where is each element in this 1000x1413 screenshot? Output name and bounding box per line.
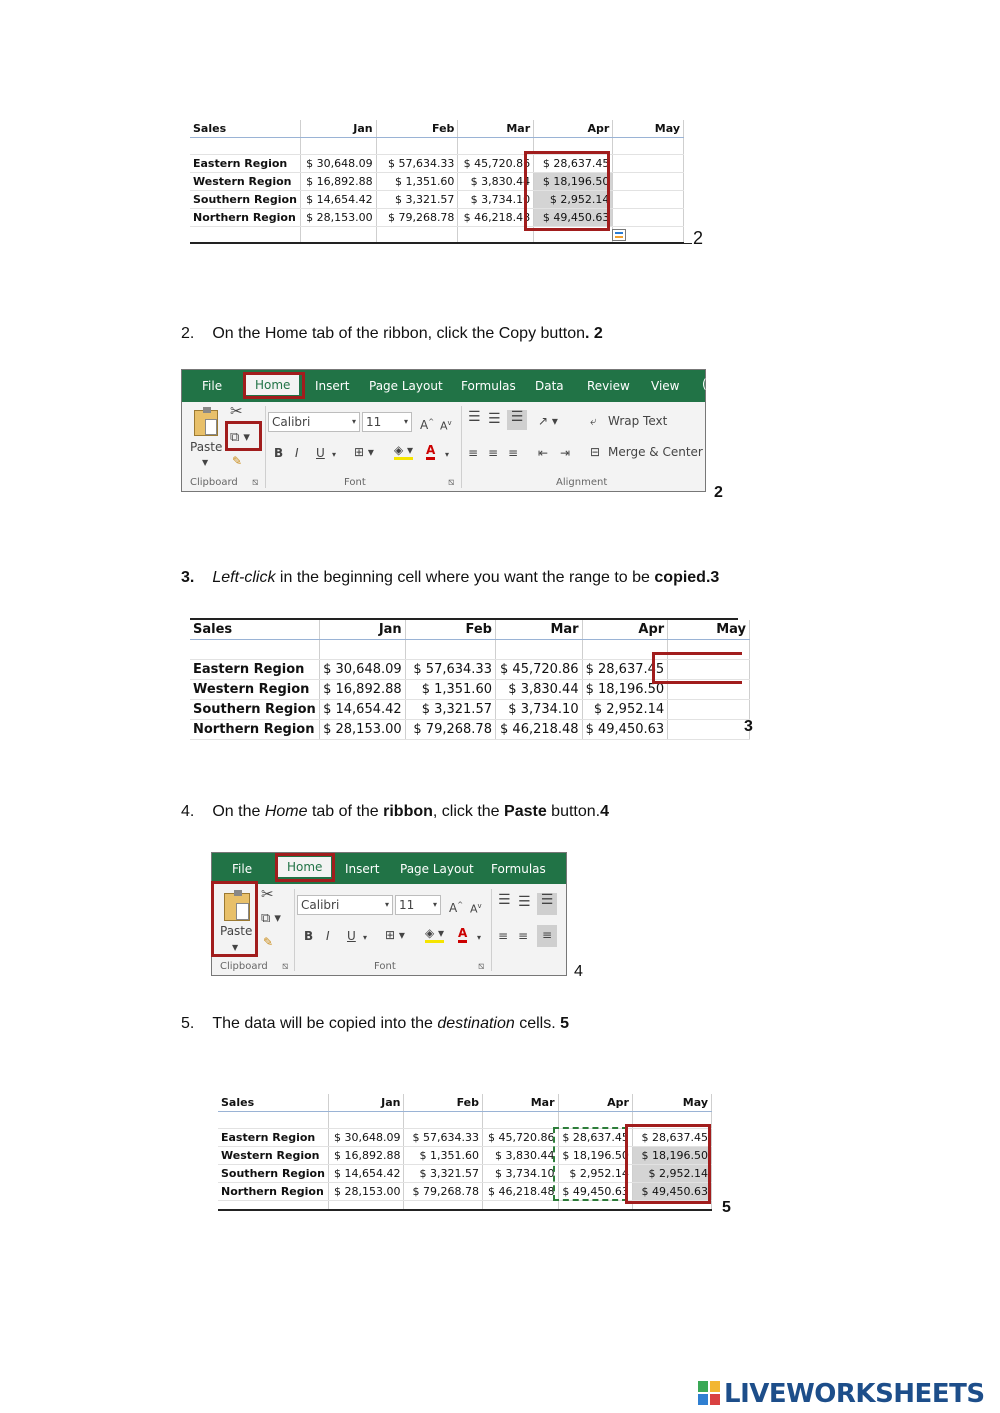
increase-font-icon[interactable]: A^ bbox=[420, 418, 435, 432]
font-dialog-launcher-icon[interactable]: ⧅ bbox=[448, 477, 455, 488]
underline-rule bbox=[684, 243, 692, 244]
tab-page-layout[interactable]: Page Layout bbox=[400, 862, 474, 876]
wrap-text-button[interactable]: Wrap Text bbox=[608, 414, 668, 428]
underline-icon[interactable]: U bbox=[347, 929, 356, 943]
figure-number: 4 bbox=[574, 963, 583, 980]
header-mar: Mar bbox=[458, 120, 534, 137]
font-name-combo[interactable]: Calibri ▾ bbox=[268, 412, 360, 432]
middle-align-icon[interactable]: ☰ bbox=[488, 411, 501, 427]
paste-button-highlight bbox=[211, 881, 258, 957]
header-sales: Sales bbox=[218, 1094, 328, 1111]
tab-file[interactable]: File bbox=[202, 379, 223, 393]
header-apr: Apr bbox=[558, 1094, 632, 1111]
table-row: Eastern Region $ 30,648.09 $ 57,634.33 $ 45,720.86 $ 28,637.45 bbox=[190, 154, 684, 172]
font-size-combo[interactable]: 11 ▾ bbox=[395, 895, 441, 915]
wrap-text-icon[interactable]: ⤶ bbox=[590, 414, 597, 428]
header-may: May bbox=[632, 1094, 711, 1111]
table-row: Western Region $ 16,892.88 $ 1,351.60 $ 3,830.44 $ 18,196.50 $ 18,196.50 bbox=[218, 1146, 712, 1164]
header-jan: Jan bbox=[319, 620, 405, 639]
logo-text: LIVEWORKSHEETS bbox=[724, 1379, 985, 1409]
logo-grid-icon bbox=[698, 1381, 720, 1405]
align-center-icon[interactable]: ≡ bbox=[518, 929, 529, 943]
header-sales: Sales bbox=[190, 120, 300, 137]
table-row: Western Region $ 16,892.88 $ 1,351.60 $ 3,830.44 $ 18,196.50 bbox=[190, 679, 750, 699]
step-4-instruction: 4. On the Home tab of the ribbon, click the Paste button.4 bbox=[181, 803, 610, 820]
decrease-indent-icon[interactable]: ⇤ bbox=[538, 446, 549, 460]
top-align-icon[interactable]: ☰ bbox=[468, 409, 481, 425]
excel-ribbon-paste bbox=[211, 852, 567, 976]
figure-number: 2 bbox=[714, 484, 723, 501]
paste-button-label[interactable]: Paste bbox=[190, 440, 223, 454]
table-row: Southern Region $ 14,654.42 $ 3,321.57 $ 3,734.10 $ 2,952.14 bbox=[190, 699, 750, 719]
tab-view[interactable]: View bbox=[651, 379, 680, 393]
header-feb: Feb bbox=[404, 1094, 483, 1111]
font-name-combo[interactable]: Calibri ▾ bbox=[297, 895, 393, 915]
tab-home[interactable]: Home bbox=[246, 375, 299, 395]
middle-align-icon[interactable]: ☰ bbox=[518, 894, 531, 910]
header-may: May bbox=[668, 620, 750, 639]
paste-clipboard-icon[interactable] bbox=[194, 410, 218, 436]
increase-indent-icon[interactable]: ⇥ bbox=[560, 446, 571, 460]
align-center-icon[interactable]: ≡ bbox=[488, 446, 499, 460]
italic-icon[interactable]: I bbox=[326, 929, 330, 943]
tab-file[interactable]: File bbox=[232, 862, 253, 876]
step-2-instruction: 2. On the Home tab of the ribbon, click the Copy button. 2 bbox=[181, 325, 603, 342]
header-may: May bbox=[613, 120, 684, 137]
header-jan: Jan bbox=[300, 120, 376, 137]
font-color-icon[interactable]: A bbox=[426, 443, 435, 460]
home-tab-highlight bbox=[275, 853, 335, 882]
underline-dropdown-icon[interactable]: ▾ bbox=[332, 450, 337, 459]
bottom-align-icon[interactable]: ☰ bbox=[537, 893, 557, 915]
bottom-align-icon[interactable]: ☰ bbox=[507, 410, 527, 430]
step-5-instruction: 5. The data will be copied into the destination cells. 5 bbox=[181, 1015, 570, 1032]
dialog-launcher-icon[interactable]: ⧅ bbox=[252, 477, 259, 488]
bold-icon[interactable]: B bbox=[274, 446, 284, 460]
figure-number: 5 bbox=[722, 1199, 731, 1216]
underline-dropdown-icon[interactable]: ▾ bbox=[363, 933, 368, 942]
tab-page-layout[interactable]: Page Layout bbox=[369, 379, 443, 393]
increase-font-icon[interactable]: A^ bbox=[449, 901, 464, 915]
table-row: Eastern Region $ 30,648.09 $ 57,634.33 $ 45,720.86 $ 28,637.45 $ 28,637.45 bbox=[218, 1128, 712, 1146]
paste-button-label[interactable]: Paste bbox=[220, 924, 253, 938]
decrease-font-icon[interactable]: $A^v$ bbox=[440, 419, 452, 433]
header-mar: Mar bbox=[495, 620, 582, 639]
tab-data[interactable]: Data bbox=[535, 379, 564, 393]
font-color-dropdown-icon[interactable]: ▾ bbox=[477, 933, 482, 942]
font-dialog-launcher-icon[interactable]: ⧅ bbox=[478, 961, 485, 972]
borders-icon[interactable]: ⊞ ▾ bbox=[354, 445, 374, 459]
copy-button-highlight bbox=[225, 421, 262, 451]
table-row: Northern Region $ 28,153.00 $ 79,268.78 $ 46,218.48 $ 49,450.63 bbox=[190, 719, 750, 739]
group-label-font: Font bbox=[374, 961, 396, 972]
header-feb: Feb bbox=[405, 620, 495, 639]
header-apr: Apr bbox=[534, 120, 613, 137]
merge-center-button[interactable]: Merge & Center bbox=[608, 445, 703, 459]
step-3-instruction: 3. Left-click in the beginning cell where you want the range to be copied.3 bbox=[181, 569, 720, 586]
table-row: Southern Region $ 14,654.42 $ 3,321.57 $ 3,734.10 $ 2,952.14 $ 2,952.14 bbox=[218, 1164, 712, 1182]
copy-marquee-apr bbox=[553, 1127, 628, 1201]
cut-icon[interactable]: ✂ bbox=[230, 402, 243, 420]
align-right-icon[interactable]: ≡ bbox=[537, 925, 557, 947]
table-row: Southern Region $ 14,654.42 $ 3,321.57 $ 3,734.10 $ 2,952.14 bbox=[190, 190, 684, 208]
destination-cell-highlight bbox=[652, 652, 742, 684]
group-label-clipboard: Clipboard bbox=[190, 477, 238, 488]
tab-insert[interactable]: Insert bbox=[345, 862, 380, 876]
paste-dropdown-icon[interactable]: ▼ bbox=[202, 458, 209, 467]
tab-formulas[interactable]: Formulas bbox=[491, 862, 546, 876]
cut-icon[interactable]: ✂ bbox=[261, 885, 274, 903]
figure-number: 2 bbox=[693, 228, 704, 248]
header-sales: Sales bbox=[190, 620, 319, 639]
pasted-range-highlight bbox=[625, 1124, 711, 1204]
table-row: Western Region $ 16,892.88 $ 1,351.60 $ 3,830.44 $ 18,196.50 bbox=[190, 172, 684, 190]
format-painter-icon[interactable]: ✎ bbox=[232, 454, 243, 468]
group-label-font: Font bbox=[344, 477, 366, 488]
tab-formulas[interactable]: Formulas bbox=[461, 379, 516, 393]
borders-icon[interactable]: ⊞ ▾ bbox=[385, 928, 405, 942]
decrease-font-icon[interactable]: $A^v$ bbox=[470, 902, 482, 916]
liveworksheets-logo bbox=[698, 1379, 994, 1409]
group-label-clipboard: Clipboard bbox=[220, 961, 268, 972]
italic-icon[interactable]: I bbox=[295, 446, 299, 460]
font-size-combo[interactable]: 11 ▾ bbox=[362, 412, 412, 432]
bold-icon[interactable]: B bbox=[304, 929, 314, 943]
font-color-dropdown-icon[interactable]: ▾ bbox=[445, 450, 450, 459]
quick-analysis-icon[interactable] bbox=[612, 229, 626, 241]
align-left-icon[interactable]: ≡ bbox=[498, 929, 509, 943]
selection-highlight-apr bbox=[524, 151, 610, 231]
header-jan: Jan bbox=[328, 1094, 404, 1111]
tab-home[interactable]: Home bbox=[278, 857, 331, 877]
dialog-launcher-icon[interactable]: ⧅ bbox=[282, 961, 289, 972]
copy-icon[interactable]: ⧉ ▾ bbox=[230, 430, 250, 445]
ribbon-tabs bbox=[212, 853, 566, 884]
header-feb: Feb bbox=[376, 120, 458, 137]
font-color-icon[interactable]: A bbox=[458, 926, 467, 943]
align-right-icon[interactable]: ≡ bbox=[508, 446, 519, 460]
fill-color-icon[interactable]: ◈ ▾ bbox=[394, 443, 413, 460]
tab-review[interactable]: Review bbox=[587, 379, 630, 393]
align-left-icon[interactable]: ≡ bbox=[468, 446, 479, 460]
copy-icon[interactable]: ⧉ ▾ bbox=[261, 911, 281, 926]
format-painter-icon[interactable]: ✎ bbox=[263, 935, 274, 949]
header-mar: Mar bbox=[482, 1094, 558, 1111]
paste-dropdown-icon[interactable]: ▼ bbox=[232, 943, 239, 952]
table-row: Northern Region $ 28,153.00 $ 79,268.78 $ 46,218.48 $ 49,450.63 $ 49,450.63 bbox=[218, 1182, 712, 1200]
table-row: Northern Region $ 28,153.00 $ 79,268.78 $ 46,218.48 $ 49,450.63 bbox=[190, 208, 684, 226]
home-tab-highlight bbox=[243, 372, 305, 399]
fill-color-icon[interactable]: ◈ ▾ bbox=[425, 926, 444, 943]
group-label-alignment: Alignment bbox=[556, 477, 608, 488]
tab-overflow[interactable]: ( bbox=[702, 377, 707, 391]
top-align-icon[interactable]: ☰ bbox=[498, 892, 511, 908]
orientation-icon[interactable]: ↗ ▾ bbox=[538, 414, 558, 428]
header-apr: Apr bbox=[582, 620, 668, 639]
underline-icon[interactable]: U bbox=[316, 446, 325, 460]
figure-number: 3 bbox=[744, 718, 753, 735]
merge-center-icon[interactable]: ⊟ bbox=[590, 445, 601, 459]
table-row: Eastern Region $ 30,648.09 $ 57,634.33 $ 45,720.86 $ 28,637.45 bbox=[190, 659, 750, 679]
tab-insert[interactable]: Insert bbox=[315, 379, 350, 393]
